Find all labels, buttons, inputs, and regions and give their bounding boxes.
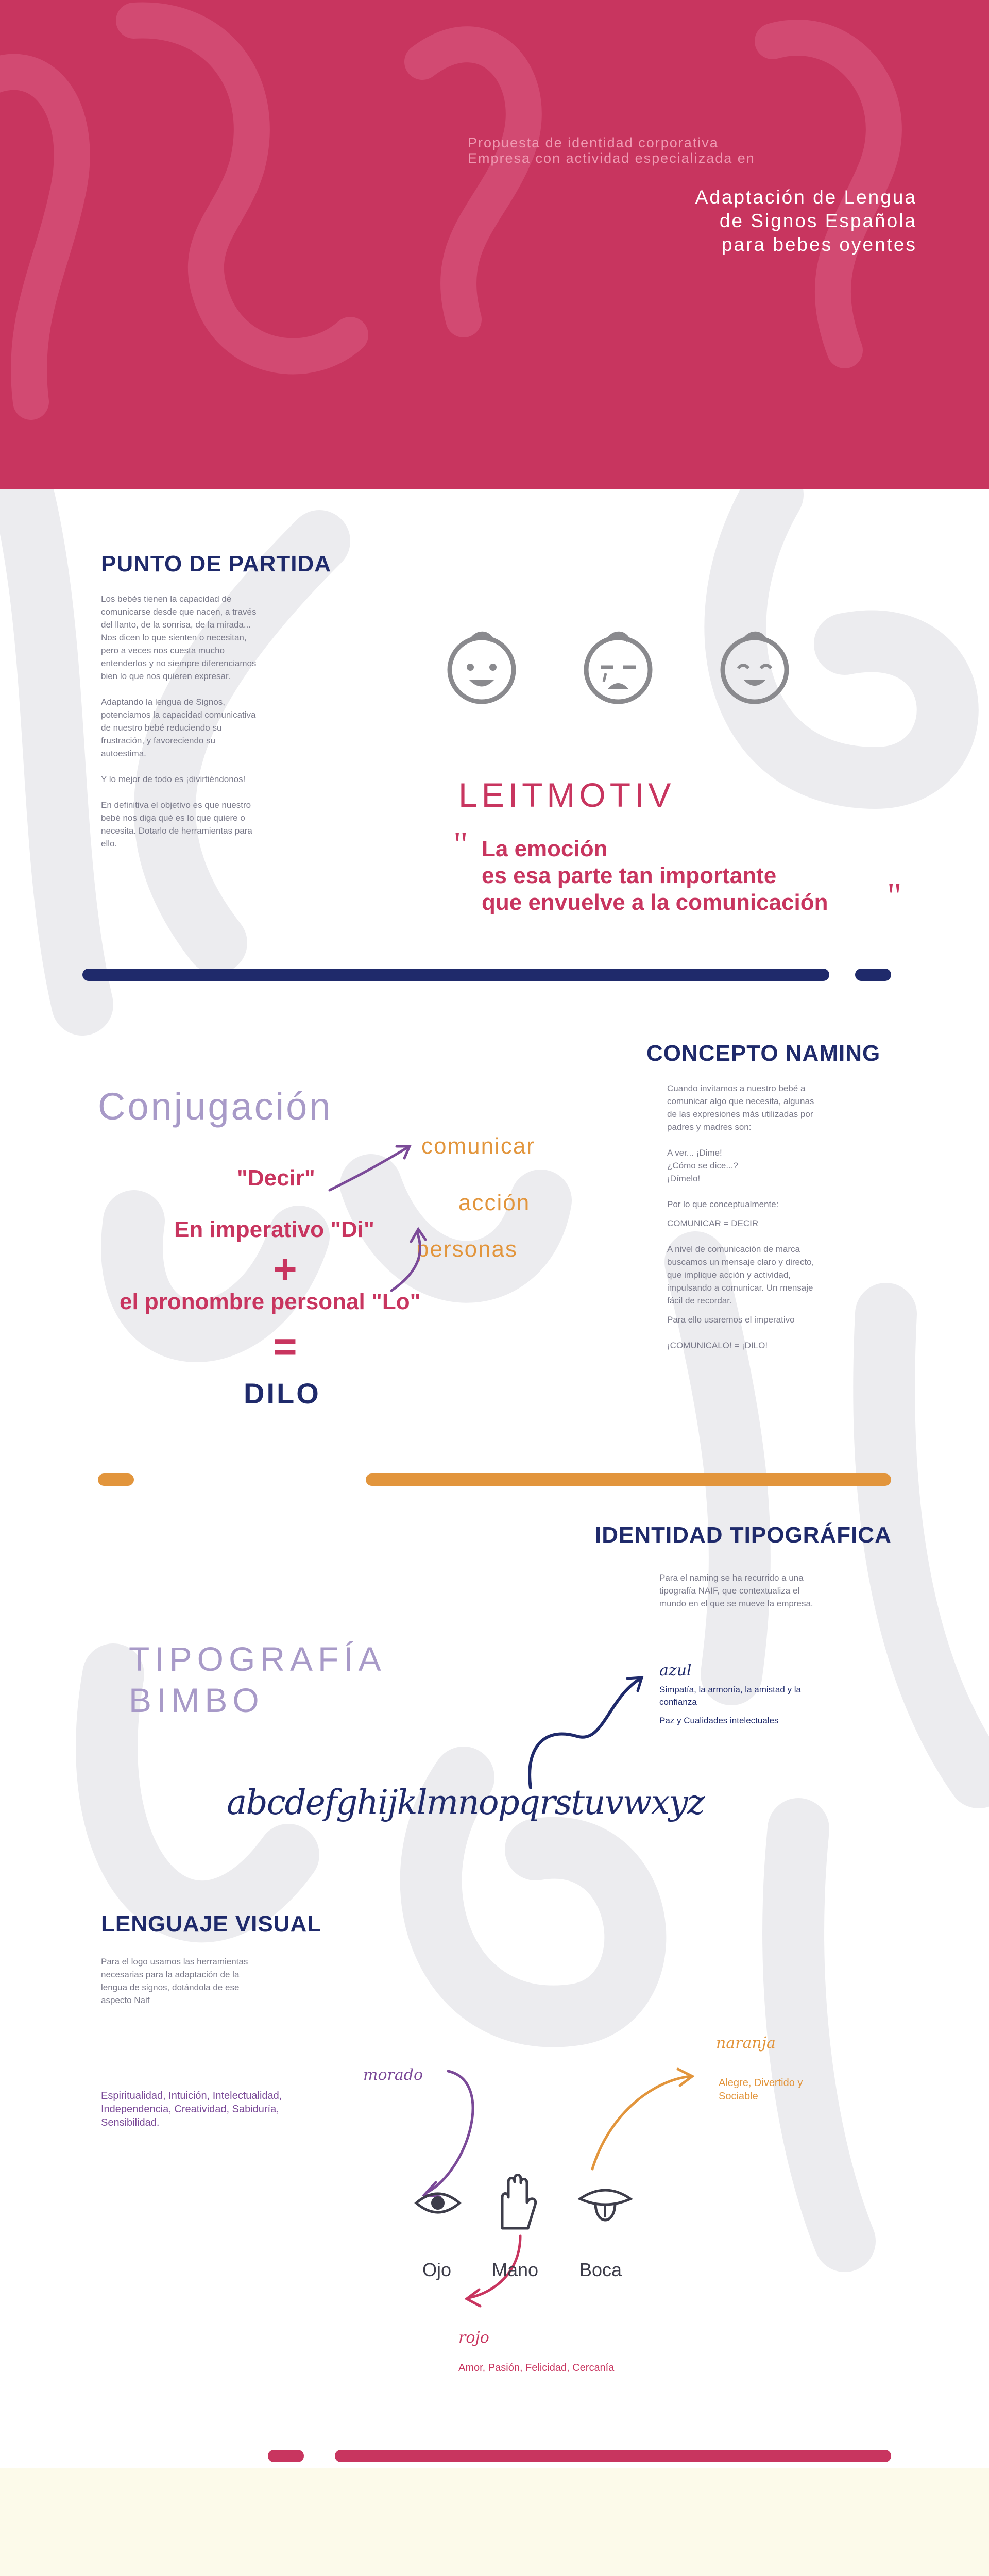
- tipo-azul-d2: confianza: [659, 1697, 697, 1707]
- pp-p2-l1: Adaptando la lengua de Signos,: [101, 697, 226, 707]
- lenguaje-l2: necesarias para la adaptación de la: [101, 1970, 240, 1979]
- hero-intro-line2: Empresa con actividad especializada en: [468, 150, 755, 166]
- naming-e1: Para ello usaremos el imperativo: [667, 1315, 795, 1325]
- conj-pronombre: el pronombre personal "Lo": [120, 1289, 421, 1314]
- naming-d2: buscamos un mensaje claro y directo,: [667, 1257, 814, 1267]
- naming-d5: fácil de recordar.: [667, 1296, 732, 1306]
- label-mano: Mano: [492, 2259, 539, 2280]
- pp-p4-l2: bebé nos diga qué es lo que quiere o: [101, 813, 245, 823]
- pp-p2-l4: frustración, y favoreciendo su: [101, 736, 216, 745]
- divider-pink-short: [268, 2450, 304, 2462]
- rojo-desc: Amor, Pasión, Felicidad, Cercanía: [458, 2362, 615, 2374]
- morado-d1: Espiritualidad, Intuición, Intelectualidad,: [101, 2090, 282, 2102]
- hand-icon: [492, 2172, 543, 2233]
- naming-d3: que implique acción y actividad,: [667, 1270, 791, 1280]
- pp-p1-l1: Los bebés tienen la capacidad de: [101, 594, 232, 604]
- hero-title-line2: de Signos Española: [719, 210, 917, 231]
- naming-text: [667, 1082, 904, 1352]
- leitmotiv-heading: LEITMOTIV: [458, 776, 675, 814]
- logo-section: [0, 2468, 989, 2576]
- naming-l2: comunicar algo que necesita, algunas: [667, 1096, 814, 1106]
- leitmotiv-quote-mark-open: ": [453, 825, 468, 865]
- tipografia-alphabet-swash: [520, 1659, 685, 1803]
- pp-p4-l1: En definitiva el objetivo es que nuestro: [101, 800, 251, 810]
- tipo-t1: Para el naming se ha recurrido a una: [659, 1573, 804, 1583]
- leitmotiv-quote-l2: es esa parte tan importante: [482, 863, 777, 888]
- hero-title-line1: Adaptación de Lengua: [695, 187, 917, 208]
- conj-word-accion: acción: [458, 1190, 531, 1215]
- pp-p1-l4: Nos dicen lo que sienten o necesitan,: [101, 633, 247, 642]
- pp-p1-l5: pero a veces nos cuesta mucho: [101, 646, 225, 655]
- leitmotiv-quote-l1: La emoción: [482, 836, 608, 861]
- tipografia-heading: IDENTIDAD TIPOGRÁFICA: [595, 1522, 892, 1548]
- naranja-label: naranja: [716, 2034, 776, 2052]
- pp-p1-l7: bien lo que nos quieren expresar.: [101, 671, 231, 681]
- tipo-azul-desc: [659, 1684, 801, 1727]
- pp-p2-l2: potenciamos la capacidad comunicativa: [101, 710, 256, 720]
- naming-c2: COMUNICAR = DECIR: [667, 1218, 759, 1228]
- divider-orange: [366, 1473, 891, 1486]
- hero-intro: [468, 135, 880, 166]
- pp-p4-l4: ello.: [101, 839, 117, 849]
- hero-title-line3: para bebes oyentes: [721, 234, 917, 255]
- conjugacion-arrows: [309, 1133, 443, 1309]
- tipo-azul-d3: Paz y Cualidades intelectuales: [659, 1716, 779, 1725]
- tipo-font-title-l2: BIMBO: [129, 1681, 264, 1719]
- morado-d3: Sensibilidad.: [101, 2117, 160, 2128]
- naming-l1: Cuando invitamos a nuestro bebé a: [667, 1083, 806, 1093]
- pp-p3: Y lo mejor de todo es ¡divirtiéndonos!: [101, 774, 246, 784]
- morado-label: morado: [363, 2066, 423, 2084]
- tipo-t2: tipografía NAIF, que contextualiza el: [659, 1586, 800, 1596]
- tipografia-text: [659, 1571, 896, 1610]
- conj-decir: "Decir": [237, 1165, 315, 1191]
- pp-p4-l3: necesita. Dotarlo de herramientas para: [101, 826, 252, 836]
- hero-section: [0, 0, 989, 489]
- label-ojo: Ojo: [422, 2259, 452, 2280]
- conjugacion-heading: Conjugación: [98, 1085, 333, 1128]
- naranja-d1: Alegre, Divertido y: [719, 2077, 803, 2089]
- naming-d4: impulsando a comunicar. Un mensaje: [667, 1283, 813, 1293]
- lenguaje-heading: LENGUAJE VISUAL: [101, 1911, 322, 1937]
- naming-heading: CONCEPTO NAMING: [646, 1041, 881, 1066]
- tipo-t3: mundo en el que se mueve la empresa.: [659, 1599, 813, 1608]
- lenguaje-l1: Para el logo usamos las herramientas: [101, 1957, 248, 1967]
- naming-l4: padres y madres son:: [667, 1122, 752, 1132]
- naming-l3: de las expresiones más utilizadas por: [667, 1109, 813, 1119]
- tipografia-font-title: [129, 1638, 386, 1721]
- pp-p1-l6: entenderlos y no siempre diferenciamos: [101, 658, 257, 668]
- eye-icon: [412, 2184, 464, 2221]
- conj-equals: =: [273, 1324, 297, 1369]
- lenguaje-l4: aspecto Naif: [101, 1995, 150, 2005]
- mouth-tongue-icon: [577, 2184, 634, 2231]
- pp-p1-l3: del llanto, de la sonrisa, de la mirada...: [101, 620, 251, 630]
- punto-partida-heading: PUNTO DE PARTIDA: [101, 551, 332, 577]
- naranja-desc: [719, 2076, 803, 2103]
- naming-d1: A nivel de comunicación de marca: [667, 1244, 800, 1254]
- divider-pink: [335, 2450, 891, 2462]
- rojo-label: rojo: [458, 2329, 489, 2347]
- conj-imperativo: En imperativo "Di": [174, 1217, 374, 1242]
- naming-q2: ¿Cómo se dice...?: [667, 1161, 738, 1171]
- baby-face-crying-icon: [577, 626, 659, 708]
- lenguaje-text: [101, 1955, 338, 2007]
- naming-e2: ¡COMUNICALO! = ¡DILO!: [667, 1341, 768, 1350]
- naming-q3: ¡Dímelo!: [667, 1174, 701, 1183]
- leitmotiv-quote-mark-close: ": [887, 876, 902, 916]
- divider-navy: [82, 969, 829, 981]
- leitmotiv-quote-l3: que envuelve a la comunicación: [482, 890, 828, 915]
- pp-p2-l5: autoestima.: [101, 749, 146, 758]
- punto-partida-text: [101, 592, 338, 850]
- leitmotiv-quote: [482, 836, 828, 916]
- baby-face-happy-icon: [440, 626, 523, 708]
- tipo-azul-label: azul: [659, 1662, 692, 1680]
- hero-title: [587, 185, 917, 257]
- tipo-font-title-l1: TIPOGRAFÍA: [129, 1640, 386, 1678]
- morado-d2: Independencia, Creatividad, Sabiduría,: [101, 2104, 279, 2115]
- label-boca: Boca: [579, 2259, 622, 2280]
- pp-p2-l3: de nuestro bebé reduciendo su: [101, 723, 222, 733]
- conj-word-comunicar: comunicar: [421, 1133, 535, 1159]
- pp-p1-l2: comunicarse desde que nacen, a través: [101, 607, 257, 617]
- hero-intro-line1: Propuesta de identidad corporativa: [468, 135, 719, 150]
- naranja-d2: Sociable: [719, 2091, 758, 2102]
- conj-word-personas: personas: [416, 1236, 518, 1262]
- conj-result: DILO: [244, 1377, 321, 1410]
- conj-plus: +: [273, 1246, 297, 1292]
- baby-face-smile-icon: [713, 626, 796, 708]
- morado-desc: [101, 2089, 282, 2129]
- naming-c1: Por lo que conceptualmente:: [667, 1199, 779, 1209]
- naming-q1: A ver... ¡Dime!: [667, 1148, 722, 1158]
- tipografia-alphabet: abcdefghijklmnopqrstuvwxyz: [227, 1783, 704, 1822]
- divider-orange-short: [98, 1473, 134, 1486]
- lenguaje-l3: lengua de signos, dotándola de ese: [101, 1982, 240, 1992]
- divider-navy-short: [855, 969, 891, 981]
- tipo-azul-d1: Simpatía, la armonía, la amistad y la: [659, 1685, 801, 1694]
